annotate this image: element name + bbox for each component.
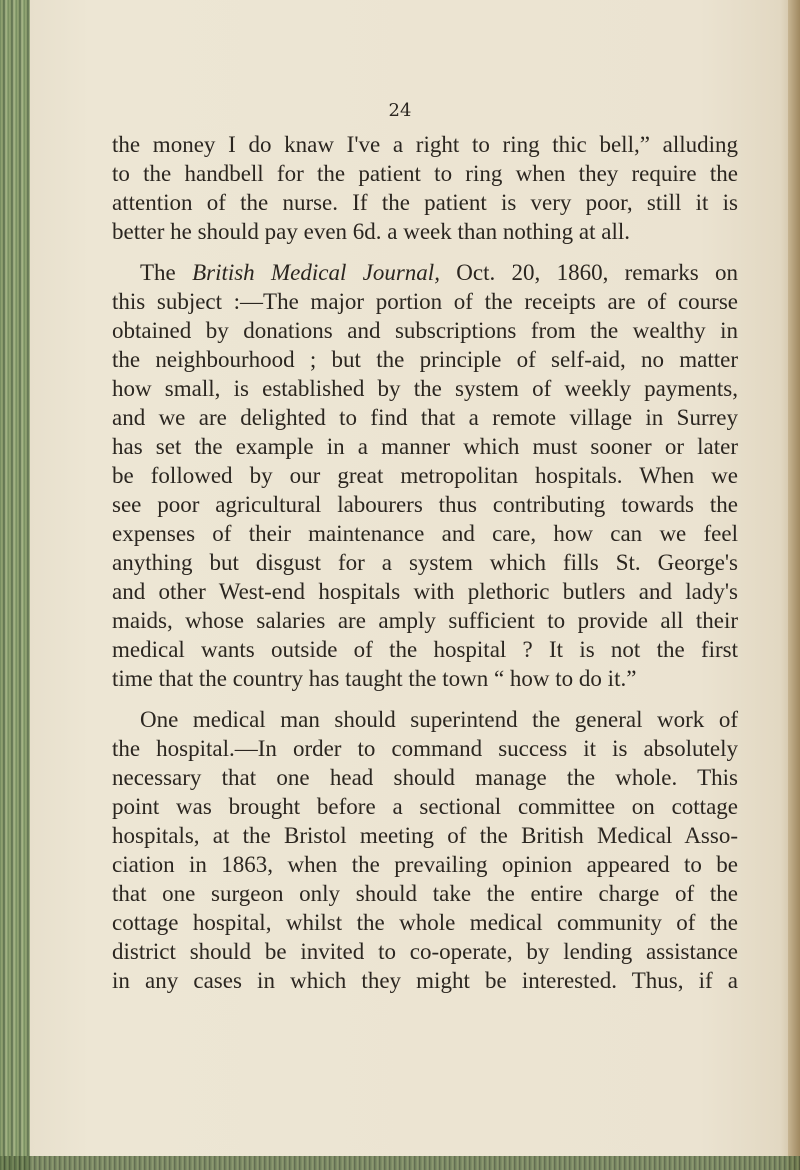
text-line: time that the country has taught the town “ how to do it.” xyxy=(112,666,637,691)
text-line: be followed by our great metropolitan hospitals. When we xyxy=(112,463,738,488)
text-line: better he should pay even 6d. a week than nothing at all. xyxy=(112,219,630,244)
paragraph-2 xyxy=(112,258,738,693)
text-line: expenses of their maintenance and care, how can we feel xyxy=(112,521,738,546)
text-line: that one surgeon only should take the entire charge of the xyxy=(112,881,738,906)
page-text xyxy=(112,130,738,995)
text-line: this subject :—The major portion of the receipts are of course xyxy=(112,289,738,314)
text-line: hospitals, at the Bristol meeting of the British Medical Asso- xyxy=(112,823,738,848)
journal-title: British Medical Journal, xyxy=(192,260,440,285)
text-line: in any cases in which they might be interested. Thus, if a xyxy=(112,968,738,993)
page-number: 24 xyxy=(388,100,412,121)
text-line: obtained by donations and subscriptions from the wealthy in xyxy=(112,318,738,343)
text-line: necessary that one head should manage the whole. This xyxy=(112,765,738,790)
paragraph-1 xyxy=(112,130,738,246)
text-line: and other West-end hospitals with plethoric butlers and lady's xyxy=(112,579,738,604)
text-line: see poor agricultural labourers thus contributing towards the xyxy=(112,492,738,517)
text-line: and we are delighted to find that a remote village in Surrey xyxy=(112,405,738,430)
book-edge-right xyxy=(788,0,800,1170)
text-line: how small, is established by the system of weekly payments, xyxy=(112,376,738,401)
text-line: has set the example in a manner which must sooner or later xyxy=(112,434,738,459)
book-edge-bottom xyxy=(0,1156,800,1170)
text-line: point was brought before a sectional committee on cottage xyxy=(112,794,738,819)
text-line: One medical man should superintend the general work of xyxy=(140,707,738,732)
text-line: medical wants outside of the hospital ? It is not the first xyxy=(112,637,738,662)
text-line: district should be invited to co-operate, by lending assistance xyxy=(112,939,738,964)
text-line: ciation in 1863, when the prevailing opinion appeared to be xyxy=(112,852,738,877)
text-fragment: Oct. 20, 1860, remarks on xyxy=(439,260,738,285)
text-fragment: The xyxy=(140,260,193,285)
text-line: cottage hospital, whilst the whole medical community of the xyxy=(112,910,738,935)
text-line: anything but disgust for a system which fills St. George's xyxy=(112,550,738,575)
text-line: the neighbourhood ; but the principle of self-aid, no matter xyxy=(112,347,738,372)
book-binding-left xyxy=(0,0,30,1170)
text-line: attention of the nurse. If the patient is very poor, still it is xyxy=(112,190,738,215)
text-line: the hospital.—In order to command success it is absolutely xyxy=(112,736,738,761)
paragraph-3 xyxy=(112,705,738,995)
text-line: the money I do knaw I've a right to ring thic bell,” alluding xyxy=(112,132,738,157)
text-line xyxy=(112,258,738,287)
text-line: maids, whose salaries are amply sufficient to provide all their xyxy=(112,608,738,633)
text-line: to the handbell for the patient to ring when they require the xyxy=(112,161,738,186)
